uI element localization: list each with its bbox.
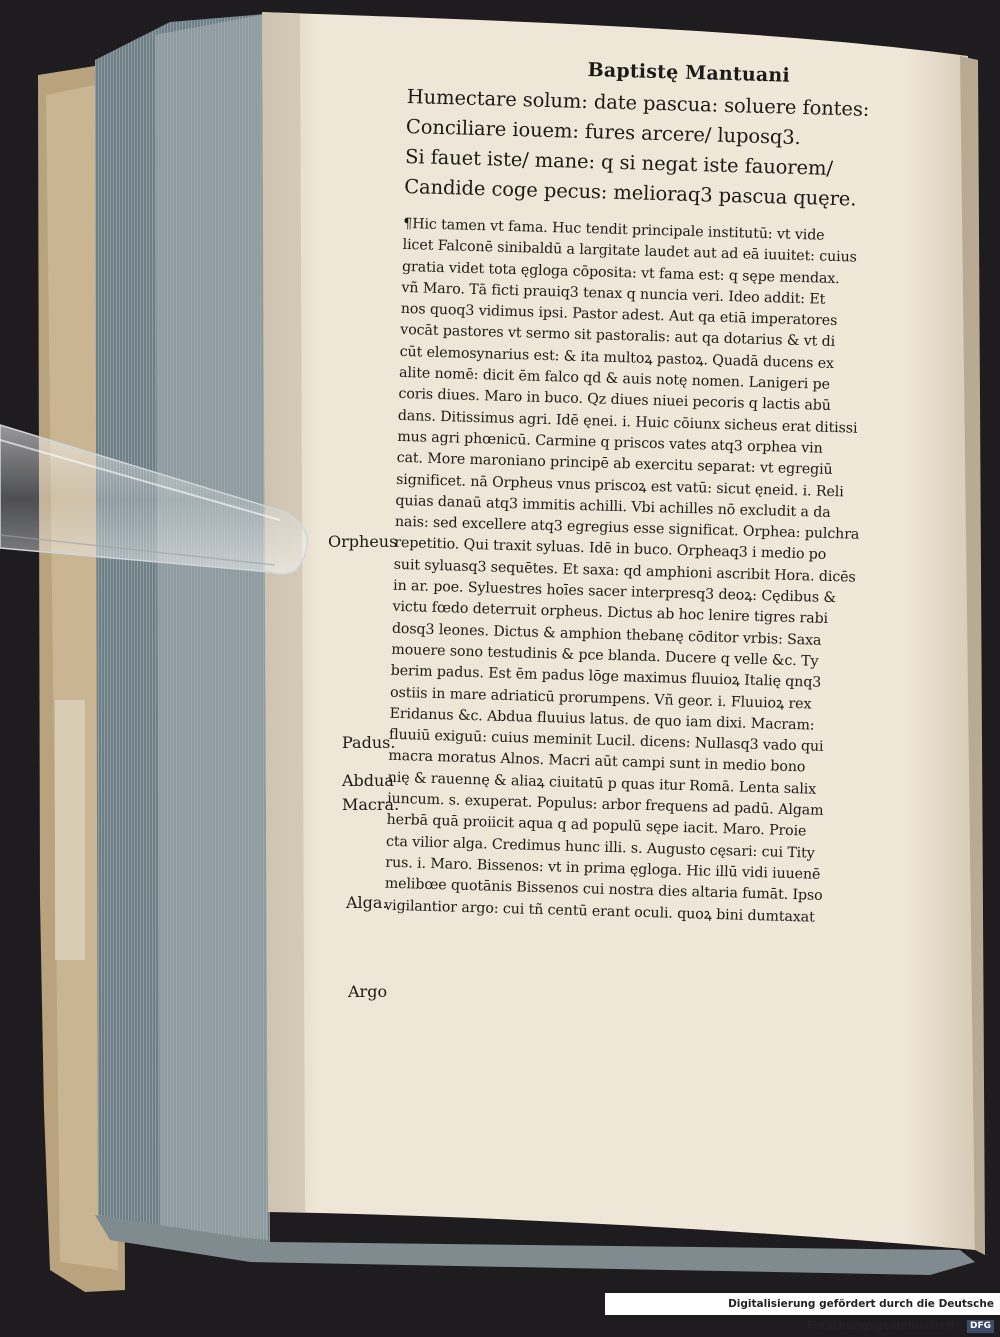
margin-note: Padus. xyxy=(342,733,396,752)
dfg-logo-icon: DFG xyxy=(967,1320,994,1333)
commentary-line: fluuiū exiguū: cuius meminit Lucil. dicens: Nullasq3 vado qui xyxy=(388,726,824,755)
commentary-line: mouere sono testudinis & pce blanda. Ducere q velle &c. Ty xyxy=(391,641,819,670)
commentary-line: nię & rauennę & aliaꝝ ciuitatū p quas itur Romā. Lenta salix xyxy=(387,769,817,798)
commentary-line: victu fœdo deterruit orpheus. Dictus ab hoc lenire tigres rabi xyxy=(392,599,829,628)
commentary-line: cūt elemosynarius est: & ita multoꝝ pastoꝝ. Quadā ducens ex xyxy=(399,343,835,372)
commentary-line: berim padus. Est ēm padus lōge maximus fluuioꝝ Italię qnq3 xyxy=(390,662,822,692)
margin-note: Macra. xyxy=(342,795,400,814)
commentary-line: vocāt pastores vt sermo sit pastoralis: aut qa dotarius & vt di xyxy=(400,322,836,351)
commentary-line: cta vilior alga. Credimus hunc illi. s. Augusto cęsari: cui Tity xyxy=(385,833,815,862)
commentary-line: in ar. poe. Syluestres hoīes sacer interpresq3 deoꝝ: Cędibus & xyxy=(392,577,837,607)
commentary-line: Eridanus &c. Abdua fluuius latus. de quo iam dixi. Macram: xyxy=(389,705,815,734)
commentary-line: macra moratus Alnos. Macri aūt campi sunt in medio bono xyxy=(388,748,806,776)
margin-note: Argo xyxy=(348,982,388,1001)
commentary-line: dans. Ditissimus agri. Idē ęnei. i. Huic cōiunx sicheus erat ditissi xyxy=(397,407,858,437)
commentary-line: nais: sed excellere atq3 egregius esse significat. Orphea: pulchra xyxy=(394,513,860,543)
commentary-line: vñ Maro. Tā ficti prauiq3 tenax q nuncia veri. Ideo addit: Et xyxy=(401,279,826,308)
funding-credit-bar xyxy=(605,1293,1000,1332)
commentary-line: ¶Hic tamen vt fama. Huc tendit principale institutū: vt vide xyxy=(403,215,825,244)
verse-line: Si fauet iste/ mane: q si negat iste fauorem/ xyxy=(404,144,834,180)
commentary-line: quias danaū atq3 immitis achilli. Vbi achilles nō excludit a da xyxy=(395,492,831,521)
commentary-line: alite nomē: dicit ēm falco qd & auis notę nomen. Lanigeri pe xyxy=(398,364,831,393)
commentary-line: nos quoq3 vidimus ipsi. Pastor adest. Aut qa etiā imperatores xyxy=(400,301,838,330)
margin-note: Alga. xyxy=(346,893,388,912)
verse-line: Humectare solum: date pascua: soluere fontes: xyxy=(406,84,870,121)
commentary-line: ostiis in mare adriaticū prorumpens. Vñ geor. i. Fluuioꝝ rex xyxy=(389,684,812,713)
commentary-line: gratia videt tota ęgloga cōposita: vt fama est: q sępe mendax. xyxy=(401,258,840,287)
running-head: Baptistę Mantuani xyxy=(587,59,791,87)
commentary-line: significet. nā Orpheus vnus priscoꝝ est vatū: sicut ęneid. i. Reli xyxy=(395,471,844,500)
commentary-line: vigilantior argo: cui tñ centū erant oculi. quoꝝ bini dumtaxat xyxy=(384,897,815,926)
commentary-line: cat. More maroniano principē ab exercitu separat: vt egregiū xyxy=(396,450,833,479)
funding-credit: Digitalisierung gefördert durch die Deutsche Forschungsgemeinschaft · xyxy=(728,1298,994,1332)
commentary-line: iuncum. s. exuperat. Populus: arbor frequens ad padū. Algam xyxy=(386,790,824,819)
margin-note: Orpheus xyxy=(328,532,398,551)
commentary-line: repetitio. Qui traxit syluas. Idē in buco. Orpheaq3 i medio po xyxy=(394,535,827,564)
margin-note: Abdua xyxy=(342,771,394,790)
verse-line: Conciliare iouem: fures arcere/ luposq3. xyxy=(405,114,802,149)
verse-line: Candide coge pecus: melioraq3 pascua quęre. xyxy=(403,174,857,211)
commentary-line: melibœe quotānis Bissenos cui nostra dies altaria fumāt. Ipso xyxy=(384,875,823,905)
commentary-line: rus. i. Maro. Bissenos: vt in prima ęgloga. Hic illū vidi iuuenē xyxy=(385,854,821,883)
commentary-line: mus agri phœnicū. Carmine q priscos vates atq3 orphea vin xyxy=(397,428,823,457)
commentary-line: suit syluasq3 sequētes. Et saxa: qd amphioni ascribit Hora. dicēs xyxy=(393,556,856,586)
commentary-line: dosq3 leones. Dictus & amphion thebanę cōditor vrbis: Saxa xyxy=(391,620,822,649)
commentary-line: coris diues. Maro in buco. Qz diues niuei pecoris q lactis abū xyxy=(398,386,832,415)
commentary-line: licet Falconē sinibaldū a largitate laudet aut ad eā iuuitet: cuius xyxy=(402,237,858,266)
commentary-line: herbā quā proiicit aqua q ad populū sępe iacit. Maro. Proie xyxy=(386,812,807,840)
